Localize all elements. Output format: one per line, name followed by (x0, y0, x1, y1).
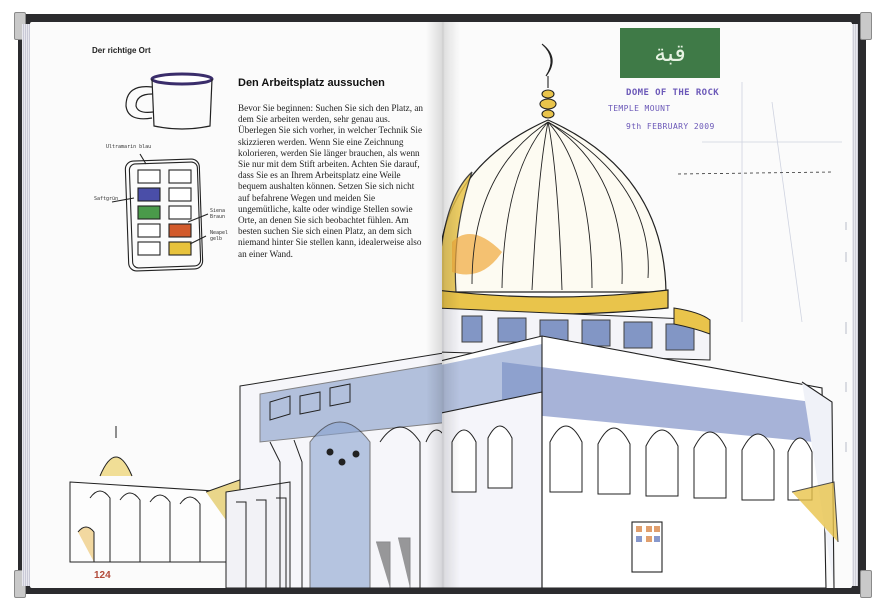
golden-dome (442, 120, 668, 314)
left-page (30, 22, 442, 588)
palette-label-left: Saftgrün (94, 196, 119, 202)
octagonal-building (442, 336, 838, 588)
paint-pan (169, 170, 191, 183)
palette-label-right-bottom: Neapel gelb (210, 230, 229, 242)
paint-pan (169, 188, 191, 201)
handwritten-date: 9th FEBRUARY 2009 (626, 122, 715, 131)
palette-label-top: Ultramarin blau (106, 144, 152, 150)
paint-pan (138, 224, 160, 237)
left-building-sketch (226, 352, 442, 588)
handwritten-title: DOME OF THE ROCK (626, 88, 720, 98)
handwritten-location: TEMPLE MOUNT (608, 104, 671, 113)
paint-pan (138, 188, 160, 201)
section-heading: Den Arbeitsplatz aussuchen (238, 77, 385, 89)
paint-pan (169, 242, 191, 255)
arabic-stamp: قبة (620, 28, 720, 78)
mug-sketch (126, 74, 212, 129)
paragraph-1: Bevor Sie beginnen: Suchen Sie sich den Platz, an dem Sie arbeiten werden, sehr genau aus. (238, 103, 423, 125)
body-text (238, 103, 424, 260)
crescent-finial (540, 44, 556, 118)
running-head: Der richtige Ort (92, 46, 151, 55)
paint-pan (138, 242, 160, 255)
paint-pan (138, 206, 160, 219)
right-page (442, 22, 852, 588)
book-corner-bottom-right (860, 570, 872, 598)
open-book (18, 14, 866, 594)
paint-pan (169, 224, 191, 237)
watercolor-palette-sketch (112, 154, 208, 271)
book-corner-top-right (860, 12, 872, 40)
palette-label-right-top: Siena Braun (210, 208, 226, 220)
paint-pan (138, 170, 160, 183)
paragraph-2: Überlegen Sie sich vorher, in welcher Technik Sie skizzieren werden. Wenn Sie eine Zeichnung kolorieren, werden Sie länger brauchen, als wenn Sie nur mit dem Stift arbeiten. Achten Sie darauf, dass Sie es an Ihrem Arbeitsplatz eine Weile bequem aushalten können. Setzen Sie sich nicht auf befahrene Wegen und meiden Sie ungemütliche, kalte oder windige Stellen sowie Orte, an denen Sie sich beobachtet fühlen. Am besten suchen Sie sich einen Platz, an dem sich niemand hinter Sie stellen kann, idealerweise also an einer Wand. (238, 125, 423, 259)
paint-pan (169, 206, 191, 219)
page-number: 124 (94, 570, 111, 581)
